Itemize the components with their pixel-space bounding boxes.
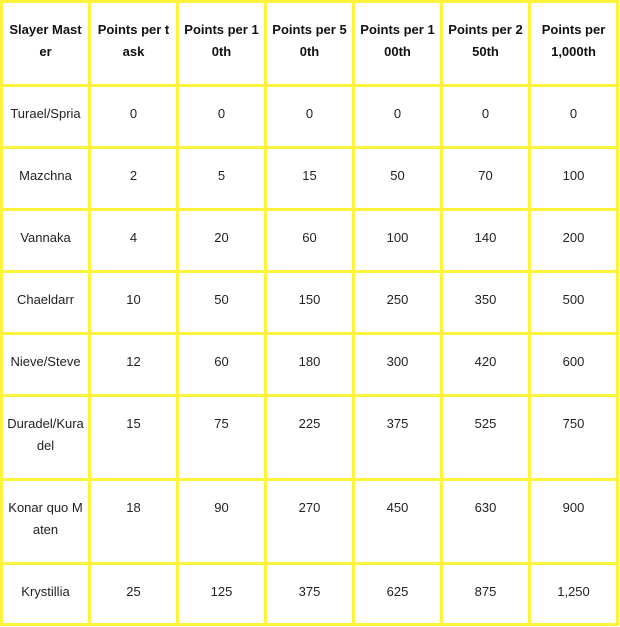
points-cell: 0 [90, 86, 178, 148]
slayer-master-cell: Turael/Spria [2, 86, 90, 148]
column-header: Points per 1,000th [530, 2, 618, 86]
points-cell: 100 [354, 210, 442, 272]
points-cell: 375 [354, 396, 442, 480]
slayer-master-cell: Chaeldarr [2, 272, 90, 334]
table-row [2, 148, 618, 210]
points-cell: 12 [90, 334, 178, 396]
table-row [2, 480, 618, 564]
header-row [2, 2, 618, 86]
points-cell: 750 [530, 396, 618, 480]
points-cell: 150 [266, 272, 354, 334]
points-cell: 270 [266, 480, 354, 564]
slayer-master-cell: Konar quo Maten [2, 480, 90, 564]
table-row [2, 210, 618, 272]
points-cell: 375 [266, 564, 354, 625]
points-cell: 75 [178, 396, 266, 480]
points-cell: 0 [530, 86, 618, 148]
points-cell: 15 [90, 396, 178, 480]
points-cell: 100 [530, 148, 618, 210]
slayer-master-cell: Mazchna [2, 148, 90, 210]
points-cell: 50 [354, 148, 442, 210]
points-cell: 300 [354, 334, 442, 396]
table-row [2, 564, 618, 625]
points-cell: 0 [442, 86, 530, 148]
points-cell: 630 [442, 480, 530, 564]
points-cell: 1,250 [530, 564, 618, 625]
points-cell: 350 [442, 272, 530, 334]
points-cell: 250 [354, 272, 442, 334]
points-cell: 18 [90, 480, 178, 564]
points-cell: 140 [442, 210, 530, 272]
points-cell: 450 [354, 480, 442, 564]
points-cell: 20 [178, 210, 266, 272]
points-cell: 225 [266, 396, 354, 480]
slayer-master-cell: Nieve/Steve [2, 334, 90, 396]
points-cell: 60 [178, 334, 266, 396]
points-cell: 625 [354, 564, 442, 625]
points-cell: 200 [530, 210, 618, 272]
points-cell: 600 [530, 334, 618, 396]
table-row [2, 86, 618, 148]
slayer-master-cell: Krystillia [2, 564, 90, 625]
column-header: Points per task [90, 2, 178, 86]
points-cell: 4 [90, 210, 178, 272]
points-cell: 90 [178, 480, 266, 564]
slayer-master-cell: Duradel/Kuradel [2, 396, 90, 480]
points-cell: 900 [530, 480, 618, 564]
slayer-master-cell: Vannaka [2, 210, 90, 272]
points-cell: 180 [266, 334, 354, 396]
points-cell: 2 [90, 148, 178, 210]
column-header: Points per 100th [354, 2, 442, 86]
points-cell: 10 [90, 272, 178, 334]
points-cell: 525 [442, 396, 530, 480]
column-header: Slayer Master [2, 2, 90, 86]
points-cell: 50 [178, 272, 266, 334]
table-row [2, 272, 618, 334]
points-cell: 70 [442, 148, 530, 210]
points-cell: 0 [354, 86, 442, 148]
points-cell: 5 [178, 148, 266, 210]
column-header: Points per 250th [442, 2, 530, 86]
points-cell: 15 [266, 148, 354, 210]
points-cell: 500 [530, 272, 618, 334]
points-cell: 0 [178, 86, 266, 148]
points-cell: 25 [90, 564, 178, 625]
table-row [2, 396, 618, 480]
table-row [2, 334, 618, 396]
points-cell: 875 [442, 564, 530, 625]
column-header: Points per 50th [266, 2, 354, 86]
points-cell: 60 [266, 210, 354, 272]
points-cell: 125 [178, 564, 266, 625]
points-cell: 420 [442, 334, 530, 396]
column-header: Points per 10th [178, 2, 266, 86]
points-cell: 0 [266, 86, 354, 148]
